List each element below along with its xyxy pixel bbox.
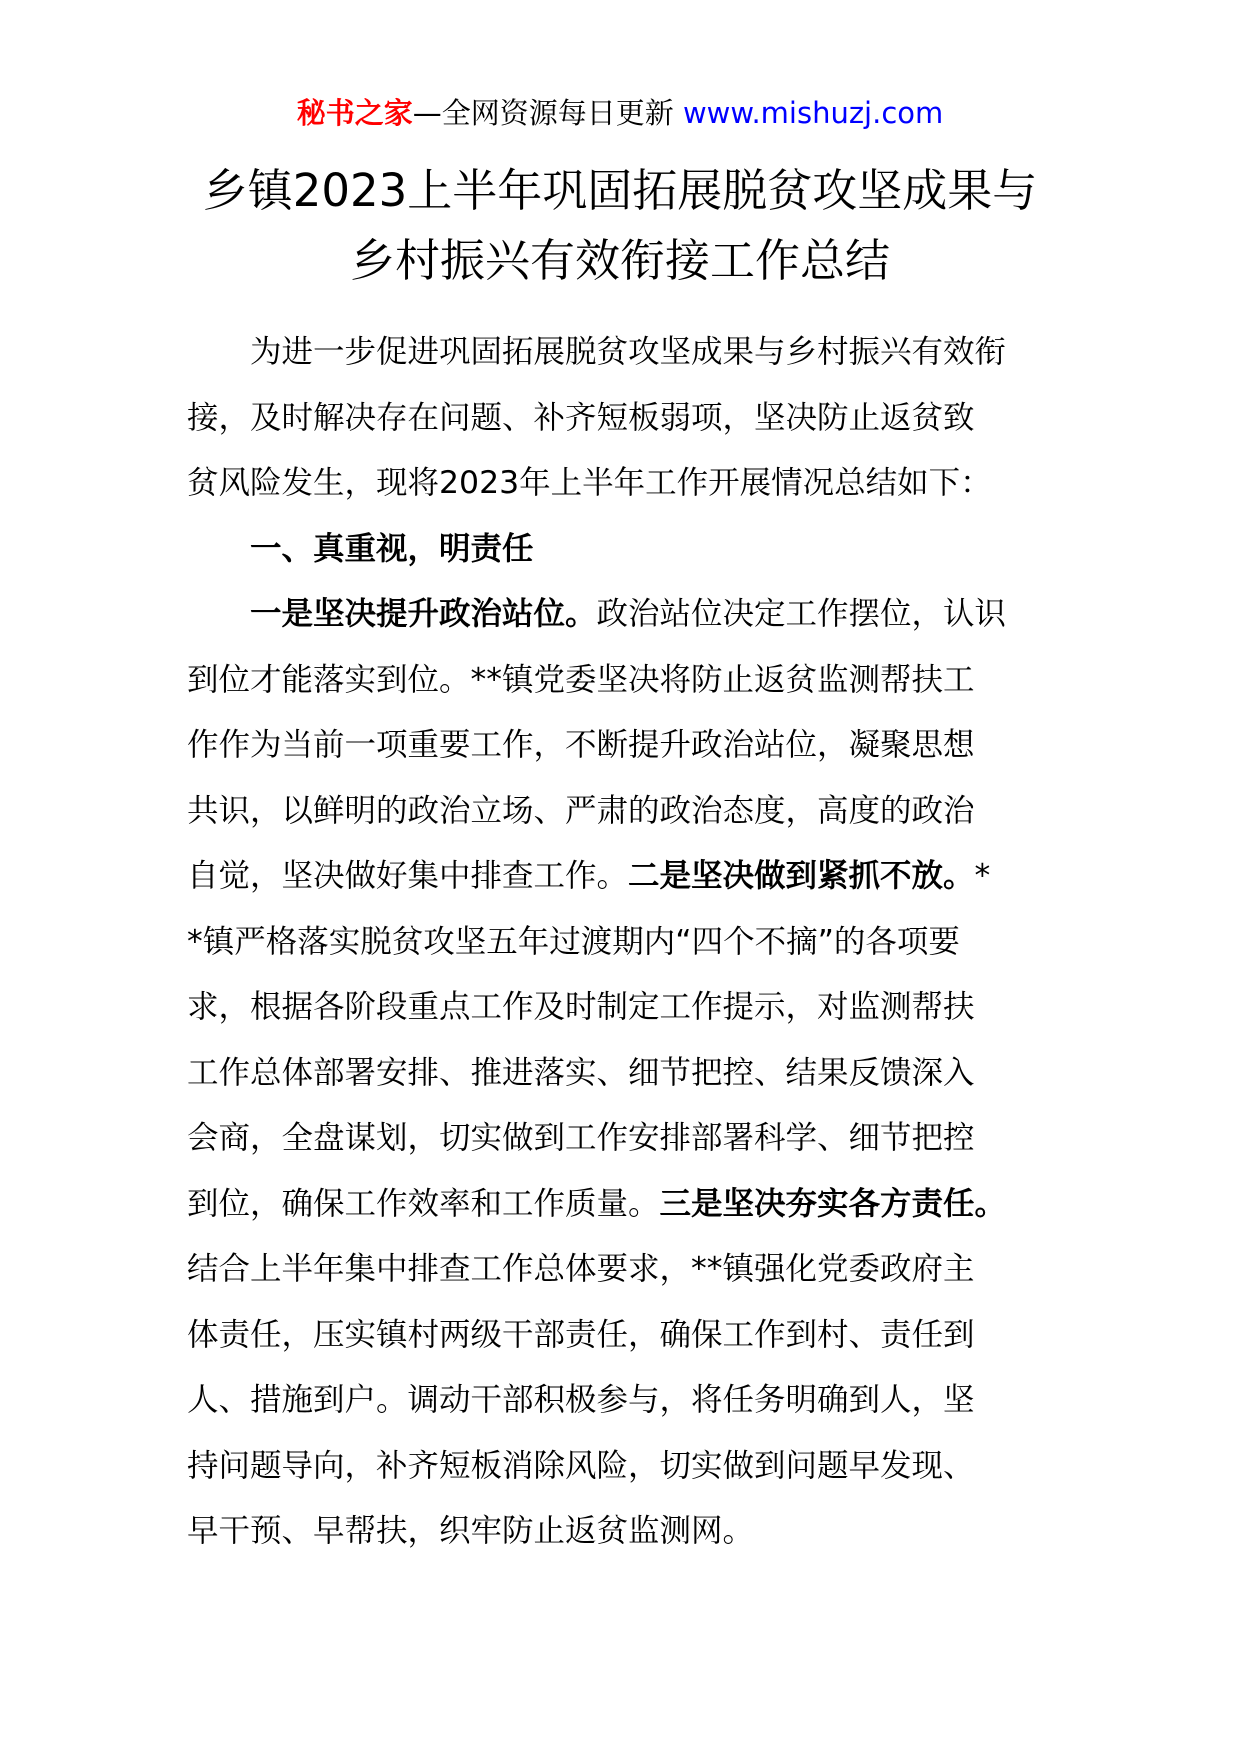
bold-lead-1: 一是坚决提升政治站位。 (250, 596, 597, 632)
site-url-link[interactable]: www.mishuzj.com (682, 96, 944, 130)
header-tagline: —全网资源每日更新 (412, 96, 683, 130)
text-run: * (974, 858, 991, 894)
text-run: 政治站位决定工作摆位，认识 (596, 596, 1007, 632)
text-line: 求，根据各阶段重点工作及时制定工作提示，对监测帮扶 (187, 989, 975, 1025)
text-line: *镇严格落实脱贫攻坚五年过渡期内“四个不摘”的各项要 (187, 923, 960, 960)
bold-lead-3: 三是坚决夯实各方责任。 (659, 1185, 1007, 1222)
text-line: 工作总体部署安排、推进落实、细节把控、结果反馈深入 (187, 1054, 975, 1091)
site-header (0, 93, 1240, 133)
title-line-1: 乡镇2023上半年巩固拓展脱贫攻坚成果与 (202, 164, 1038, 217)
text-line: 接，及时解决存在问题、补齐短板弱项，坚决防止返贫致 (187, 399, 975, 436)
brand-name: 秘书之家 (296, 96, 413, 130)
bold-lead-2: 二是坚决做到紧抓不放。 (628, 858, 975, 894)
text-line (187, 844, 1053, 910)
text-line: 会商，全盘谋划，切实做到工作安排部署科学、细节把控 (187, 1120, 975, 1156)
text-line (187, 582, 1053, 648)
text-line: 人、措施到户。调动干部积极参与，将任务明确到人，坚 (187, 1382, 975, 1418)
section-paragraph (187, 582, 1053, 1565)
text-line: 共识，以鲜明的政治立场、严肃的政治态度，高度的政治 (187, 792, 975, 829)
text-run: 自觉，坚决做好集中排查工作。 (187, 858, 629, 894)
text-line: 作作为当前一项重要工作，不断提升政治站位，凝聚思想 (187, 727, 975, 763)
text-line (187, 1172, 1053, 1238)
document-title (0, 156, 1240, 296)
text-line: 早干预、早帮扶，织牢防止返贫监测网。 (187, 1513, 755, 1549)
document-body (187, 320, 1053, 1565)
text-line: 结合上半年集中排查工作总体要求，**镇强化党委政府主 (187, 1251, 975, 1287)
text-line: 持问题导向，补齐短板消除风险，切实做到问题早发现、 (187, 1447, 975, 1484)
text-run: 到位，确保工作效率和工作质量。 (187, 1185, 660, 1222)
text-line: 体责任，压实镇村两级干部责任，确保工作到村、责任到 (187, 1316, 975, 1353)
text-line: 为进一步促进巩固拓展脱贫攻坚成果与乡村振兴有效衔 (250, 334, 1007, 370)
section-heading: 一、真重视，明责任 (250, 530, 534, 567)
intro-paragraph (187, 320, 1053, 517)
text-line: 到位才能落实到位。**镇党委坚决将防止返贫监测帮扶工 (187, 661, 975, 698)
text-line: 贫风险发生，现将2023年上半年工作开展情况总结如下： (187, 465, 992, 501)
title-line-2: 乡村振兴有效衔接工作总结 (349, 234, 890, 287)
